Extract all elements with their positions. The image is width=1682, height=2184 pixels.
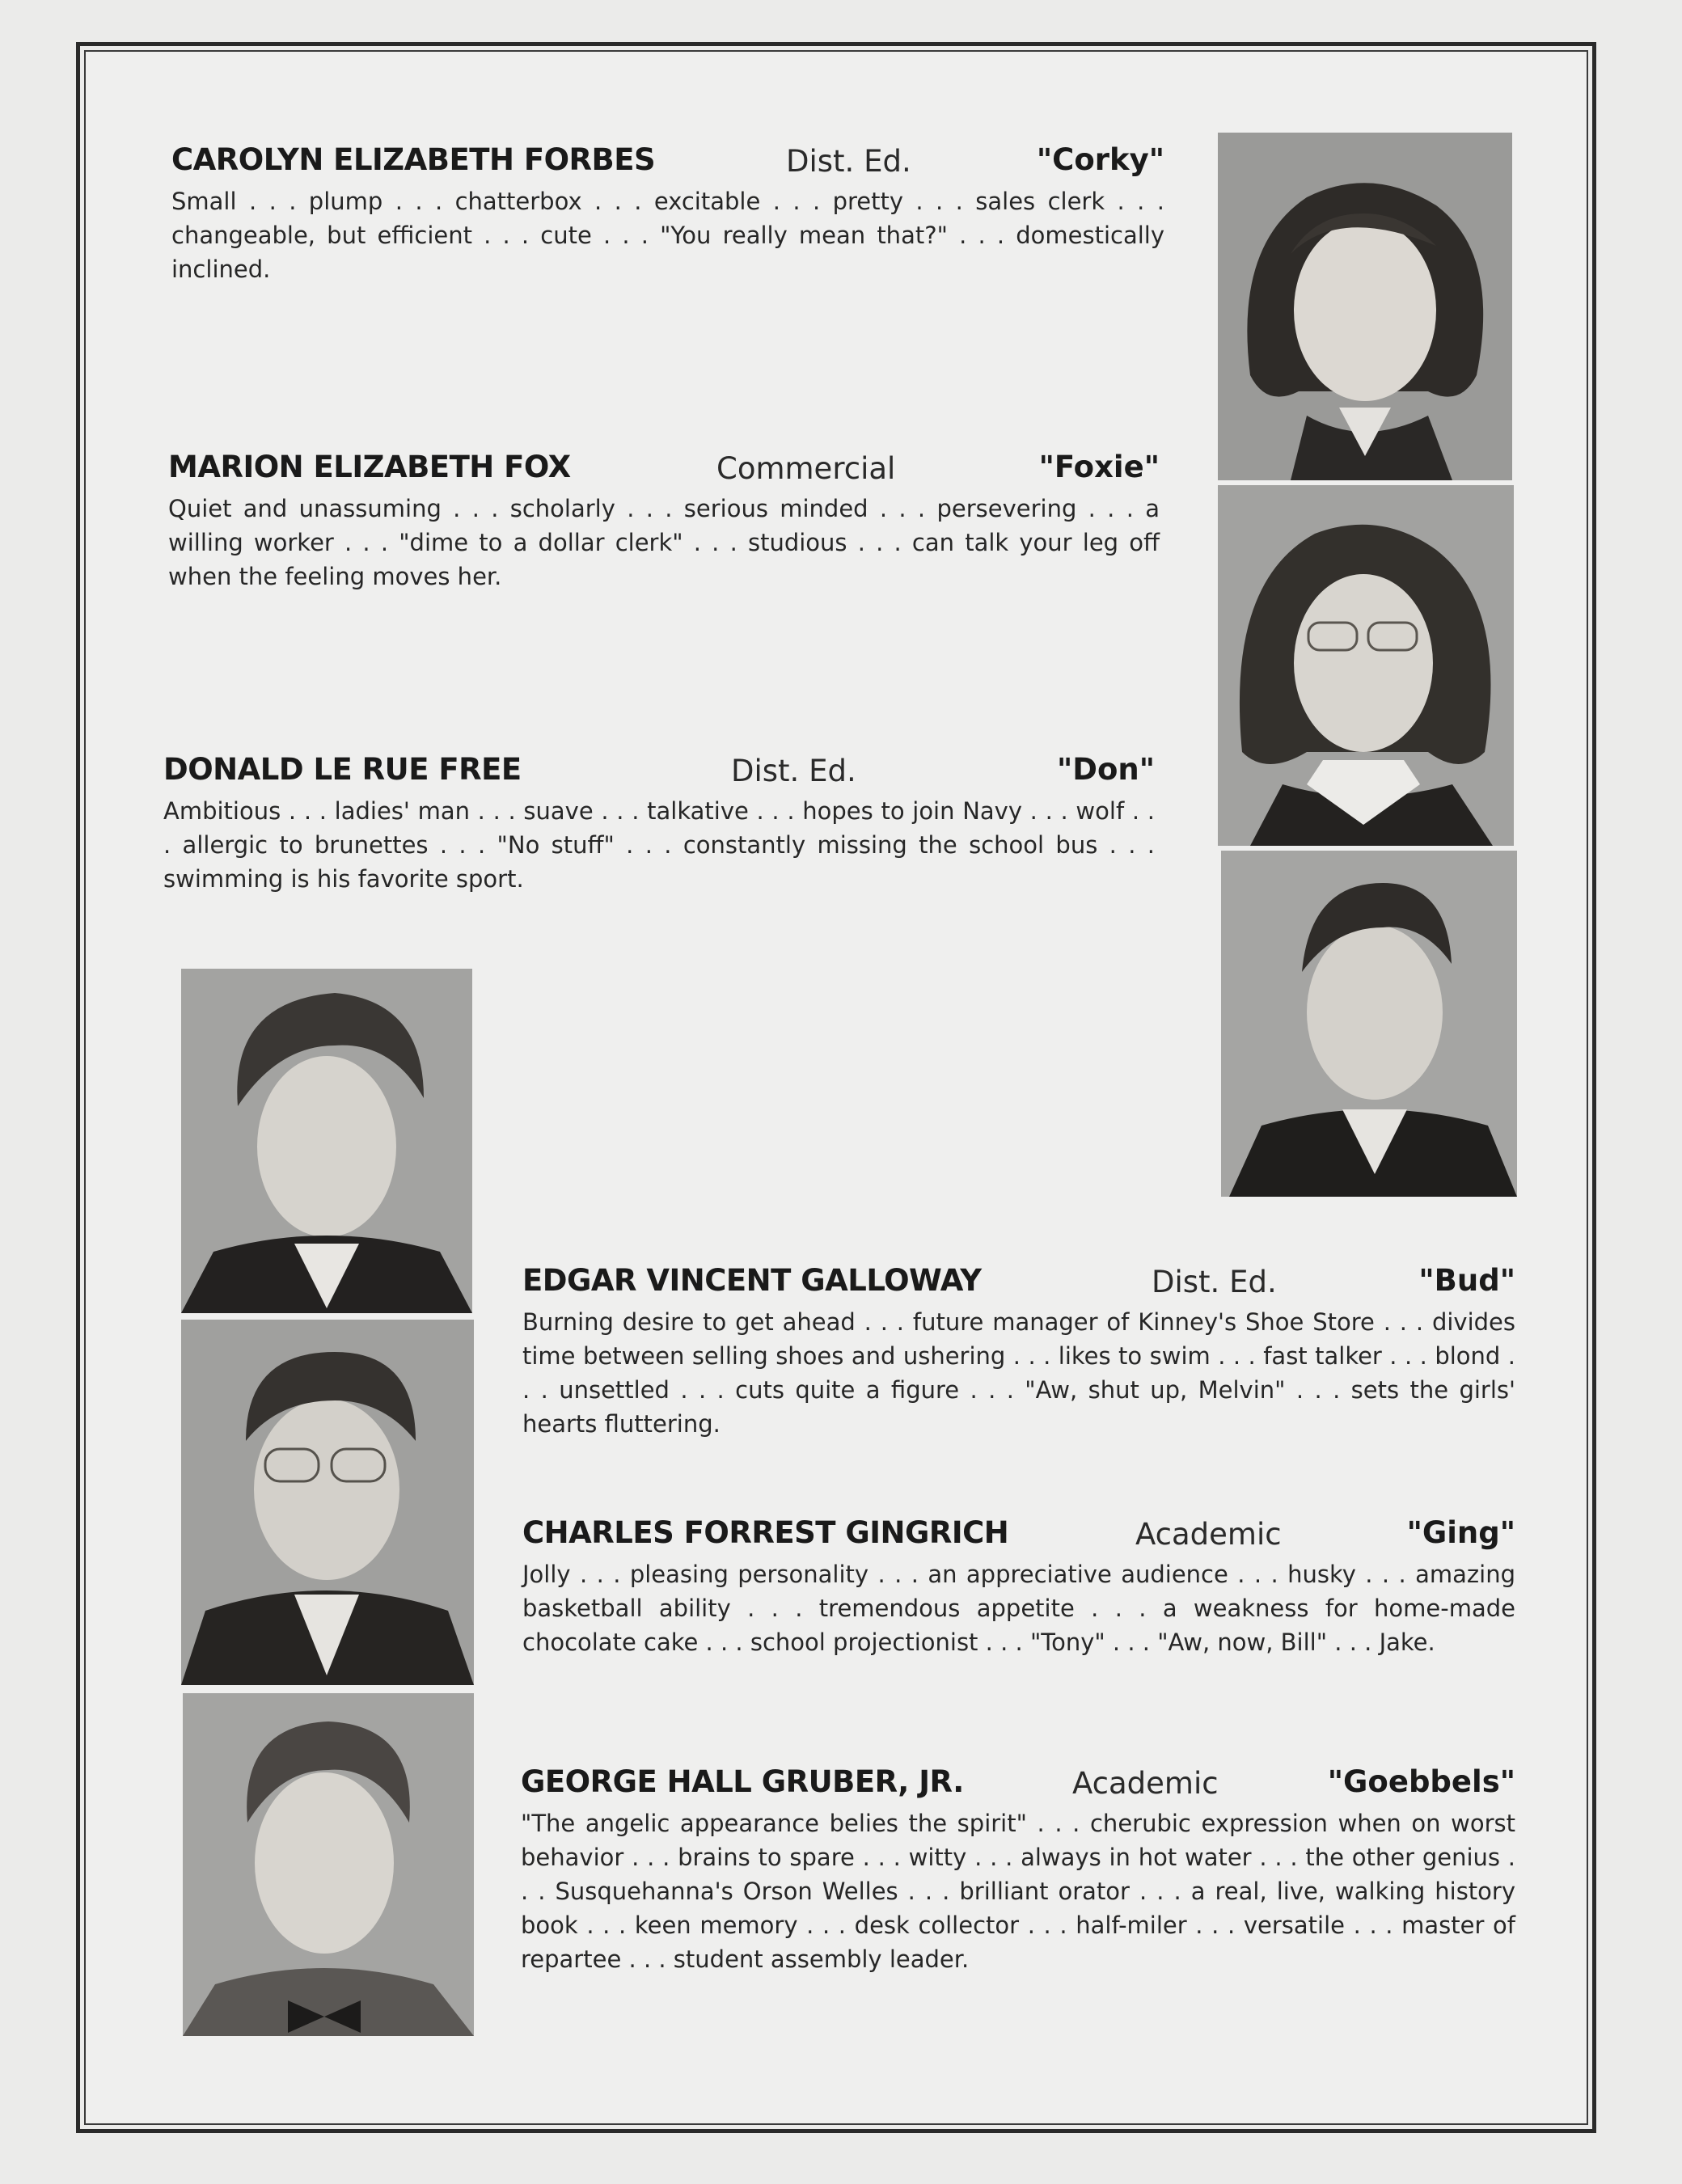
student-nickname: "Don" (1056, 752, 1155, 787)
student-entry-gruber (521, 1764, 1515, 1976)
student-entry-forbes (171, 142, 1164, 286)
portrait-photo-forbes (1218, 133, 1512, 480)
student-description: Quiet and unassuming . . . scholarly . . . serious minded . . . persevering . . . a willing worker . . . "dime to a dollar clerk" . . . studious . . . can talk your leg off when the feeling moves her. (168, 495, 1160, 590)
student-description: "The angelic appearance belies the spirit" . . . cherubic expression when on worst behavior . . . brains to spare . . . witty . . . always in hot water . . . the other genius . . . Susquehanna's Orson Welles . . . brilliant orator . . . a real, live, walking history book . . . keen memory . . . desk collector . . . half-miler . . . versatile . . . master of repartee . . . student assembly leader. (521, 1810, 1515, 1973)
entry-header (522, 1263, 1515, 1305)
student-course: Commercial (716, 451, 896, 486)
student-nickname: "Ging" (1406, 1515, 1515, 1550)
student-nickname: "Foxie" (1038, 450, 1160, 484)
entry-header (171, 142, 1164, 184)
student-name: MARION ELIZABETH FOX (168, 450, 571, 484)
student-course: Academic (1072, 1766, 1219, 1801)
student-entry-fox (168, 450, 1160, 594)
portrait-photo-gingrich (181, 1320, 474, 1685)
student-course: Dist. Ed. (1152, 1265, 1277, 1299)
entry-header (522, 1515, 1515, 1557)
student-course: Academic (1135, 1517, 1282, 1552)
student-description: Ambitious . . . ladies' man . . . suave . . . talkative . . . hopes to join Navy . . . wolf . . . allergic to brunettes . . . "No stuff" . . . constantly missing the school bus . . . swimming is his favorite sport. (163, 797, 1155, 893)
entry-header (163, 752, 1155, 794)
student-name: CHARLES FORREST GINGRICH (522, 1515, 1009, 1550)
student-entry-galloway (522, 1263, 1515, 1441)
student-name: CAROLYN ELIZABETH FORBES (171, 142, 656, 177)
student-description: Burning desire to get ahead . . . future manager of Kinney's Shoe Store . . . divides time between selling shoes and ushering . . . likes to swim . . . fast talker . . . blond . . . unsettled . . . cuts quite a figure . . . "Aw, shut up, Melvin" . . . sets the girls' hearts fluttering. (522, 1308, 1515, 1438)
portrait-photo-gruber (183, 1693, 474, 2036)
student-description: Small . . . plump . . . chatterbox . . . excitable . . . pretty . . . sales clerk . . . changeable, but efficient . . . cute . . . "You really mean that?" . . . domestically inclined. (171, 188, 1164, 283)
student-course: Dist. Ed. (731, 754, 856, 788)
portrait-photo-fox (1218, 485, 1514, 846)
portrait-photo-galloway (181, 969, 472, 1313)
student-entry-free (163, 752, 1155, 896)
student-course: Dist. Ed. (786, 144, 911, 179)
entry-header (521, 1764, 1515, 1806)
student-name: EDGAR VINCENT GALLOWAY (522, 1263, 982, 1298)
portrait-photo-free (1221, 851, 1517, 1197)
student-name: GEORGE HALL GRUBER, JR. (521, 1764, 964, 1799)
student-nickname: "Corky" (1036, 142, 1164, 177)
student-nickname: "Goebbels" (1327, 1764, 1515, 1799)
student-nickname: "Bud" (1418, 1263, 1515, 1298)
entry-header (168, 450, 1160, 492)
student-name: DONALD LE RUE FREE (163, 752, 522, 787)
student-entry-gingrich (522, 1515, 1515, 1659)
student-description: Jolly . . . pleasing personality . . . an appreciative audience . . . husky . . . amazing basketball ability . . . tremendous appetite . . . a weakness for home-made chocolate cake . . . school projectionist . . . "Tony" . . . "Aw, now, Bill" . . . Jake. (522, 1561, 1515, 1656)
